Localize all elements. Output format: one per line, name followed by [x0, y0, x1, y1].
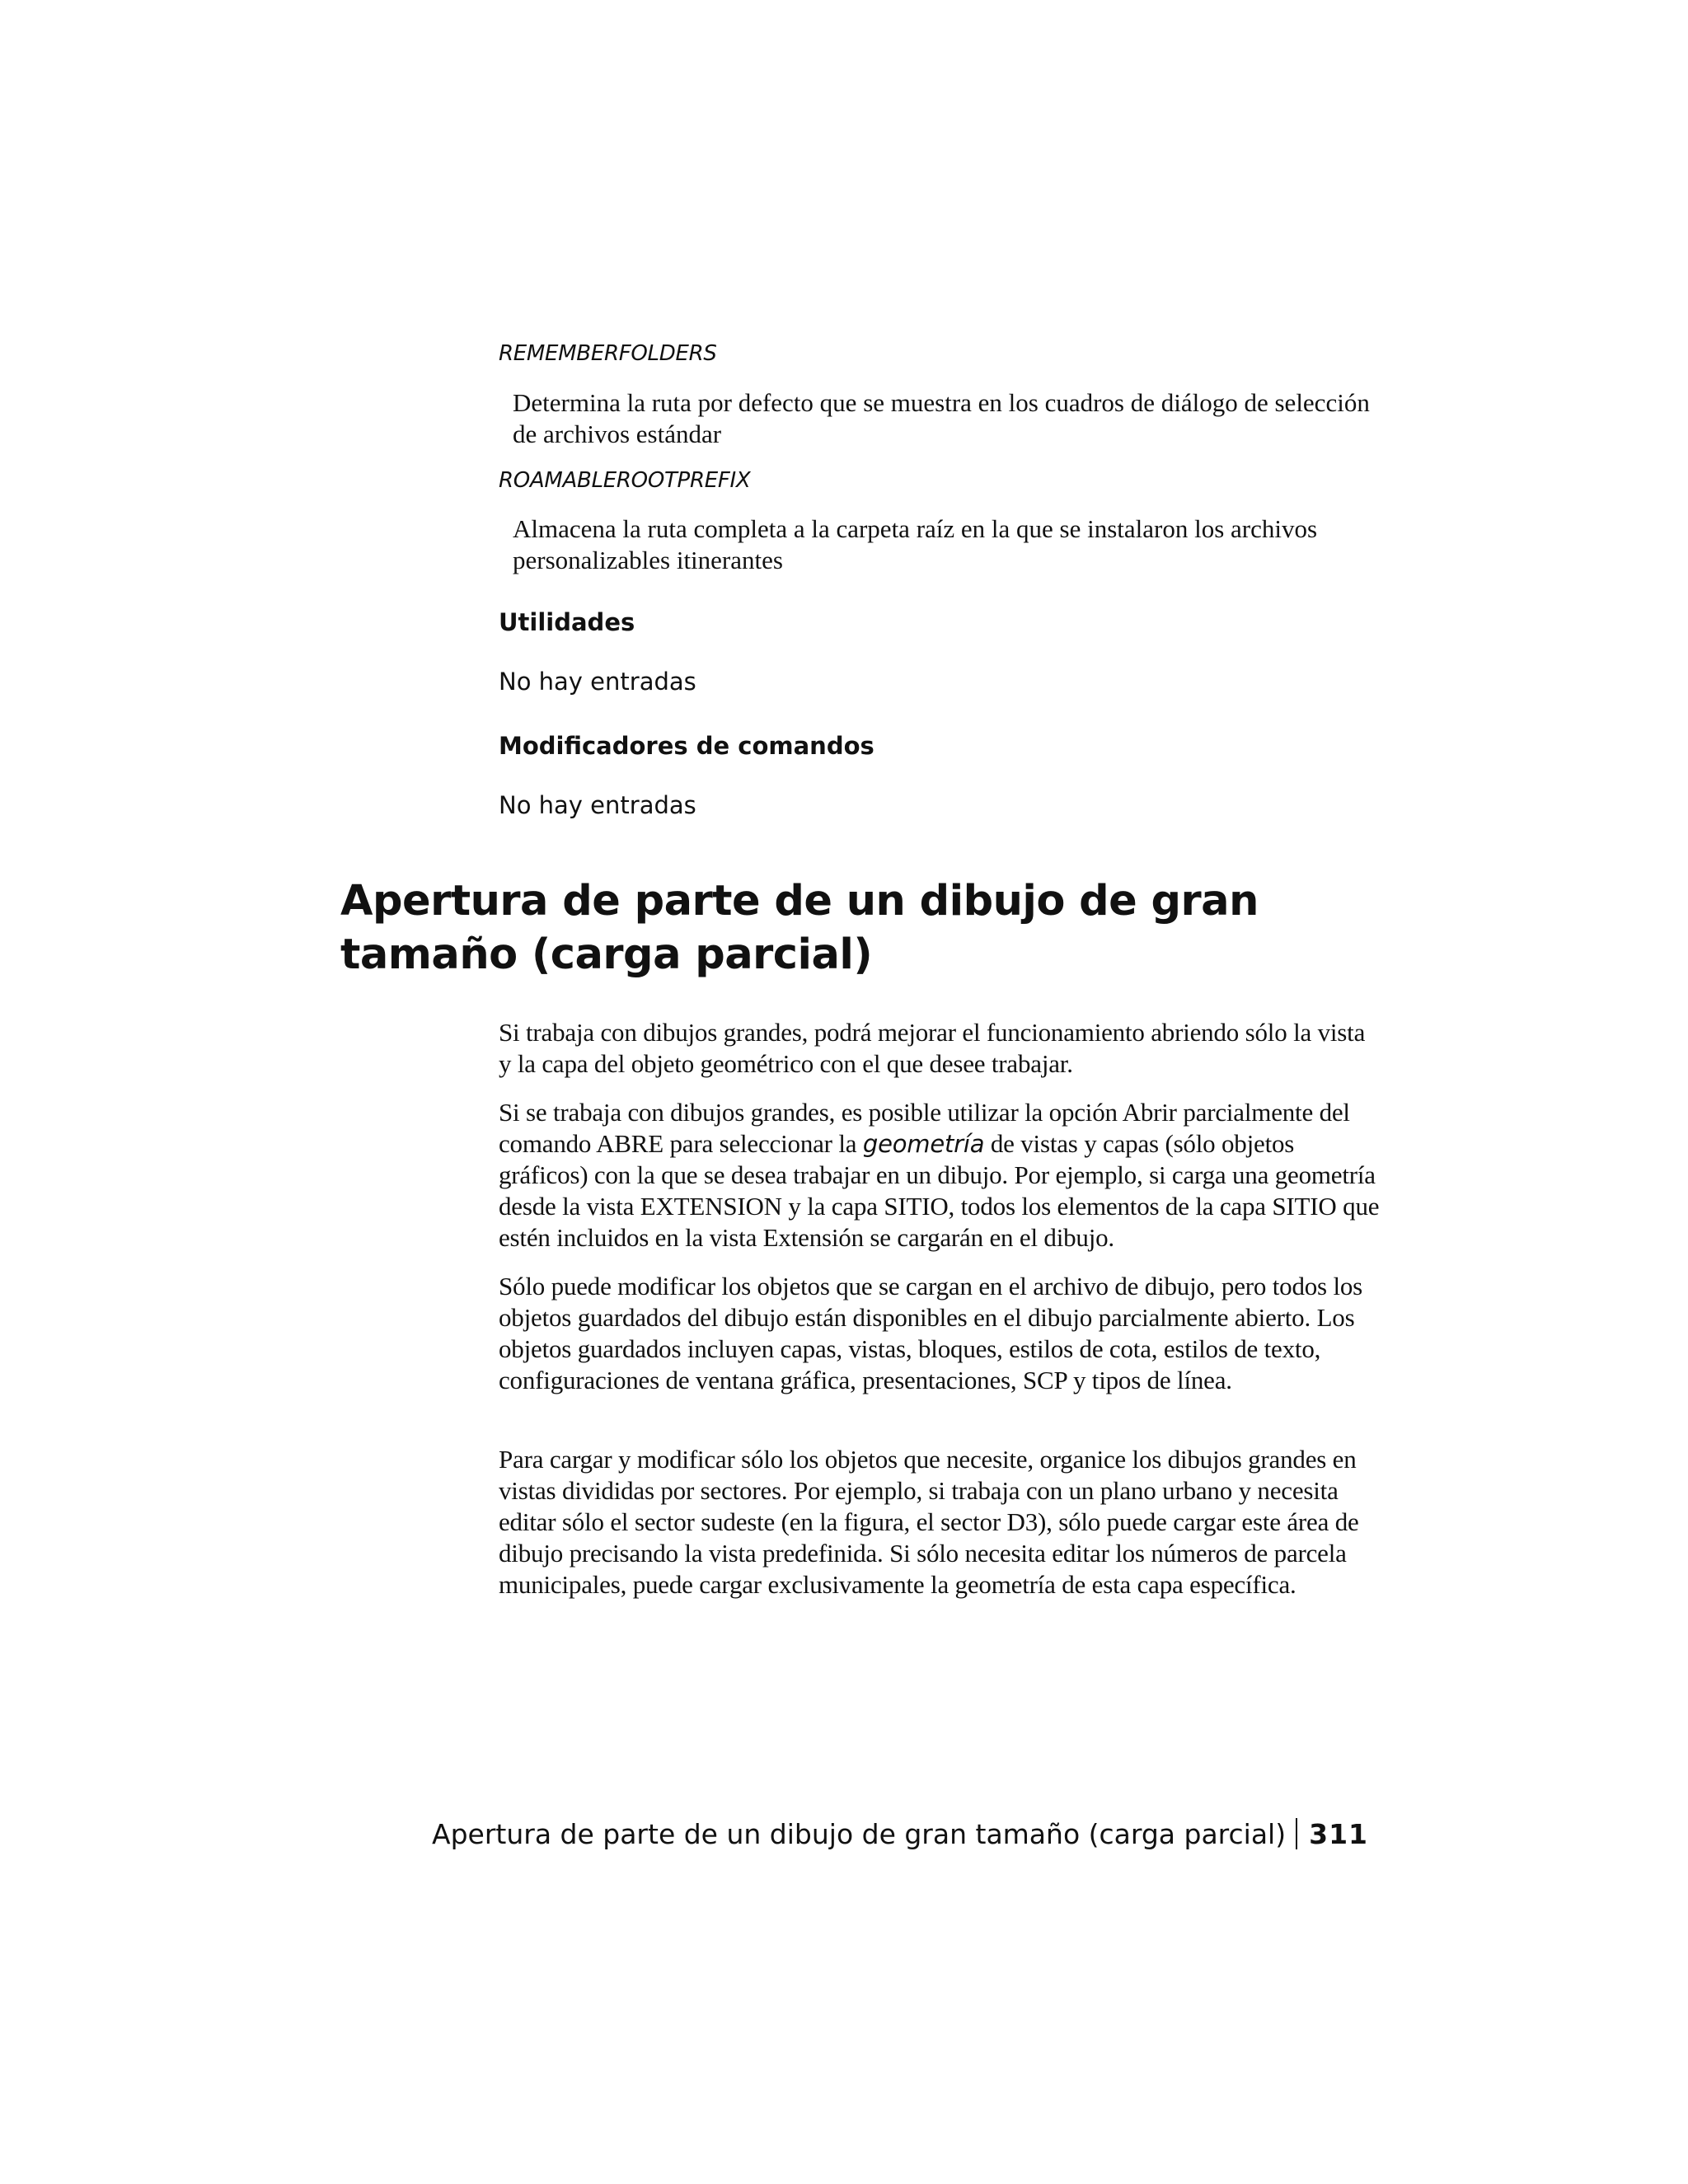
variable-name-rememberfolders: REMEMBERFOLDERS — [499, 341, 717, 366]
section-heading-utilidades: Utilidades — [499, 608, 635, 636]
variable-description-rememberfolders: Determina la ruta por defecto que se muestra en los cuadros de diálogo de selección de archivos estándar — [513, 388, 1370, 448]
paragraph-3: Sólo puede modificar los objetos que se cargan en el archivo de dibujo, pero todos los objetos guardados del dibujo están disponibles en el dibujo parcialmente abierto. Los objetos guardados incluyen capas, vistas, bloques, estilos de cota, estilos de texto, configuraciones de ventana gráfica, presentaciones, SCP y tipos de línea. — [499, 1272, 1363, 1394]
footer-separator — [1296, 1818, 1297, 1849]
variable-description-roamablerootprefix: Almacena la ruta completa a la carpeta raíz en la que se instalaron los archivos personalizables itinerantes — [513, 514, 1318, 574]
paragraph-1: Si trabaja con dibujos grandes, podrá mejorar el funcionamiento abriendo sólo la vista y la capa del objeto geométrico con el que desee trabajar. — [499, 1018, 1366, 1078]
section-text-modificadores: No hay entradas — [499, 791, 696, 819]
footer-running-title: Apertura de parte de un dibujo de gran tamaño (carga parcial) — [432, 1818, 1287, 1850]
section-heading-modificadores: Modificadores de comandos — [499, 732, 874, 760]
paragraph-4: Para cargar y modificar sólo los objetos que necesite, organice los dibujos grandes en vistas divididas por sectores. Por ejemplo, si trabaja con un plano urbano y necesita editar sólo el sector sudeste (en la figura, el sector D3), sólo puede cargar este área de dibujo precisando la vista predefinida. Si sólo necesita editar los números de parcela municipales, puede cargar exclusivamente la geometría de esta capa específica. — [499, 1445, 1359, 1599]
paragraph-2-text-after: de vistas y capas (sólo objetos gráficos) con la que se desea trabajar en un dibujo. Por ejemplo, si carga una geometría desde la vista EXTENSION y la capa SITIO, todos los elementos de la capa SITIO que estén incluidos en la vista Extensión se cargarán en el dibujo. — [499, 1129, 1380, 1252]
page-number: 311 — [1309, 1818, 1368, 1850]
paragraph-2-emphasis: geometría — [862, 1130, 985, 1158]
main-heading: Apertura de parte de un dibujo de gran tamaño (carga parcial) — [340, 877, 1259, 979]
variable-name-roamablerootprefix: ROAMABLEROOTPREFIX — [499, 468, 751, 493]
paragraph-2 — [499, 1097, 1382, 1254]
paragraph-2-text-before: Si se trabaja con dibujos grandes, es posible utilizar la opción Abrir parcialmente del comando ABRE para seleccionar la — [499, 1098, 1350, 1158]
section-text-utilidades: No hay entradas — [499, 668, 696, 696]
page-footer — [432, 1818, 1368, 1850]
